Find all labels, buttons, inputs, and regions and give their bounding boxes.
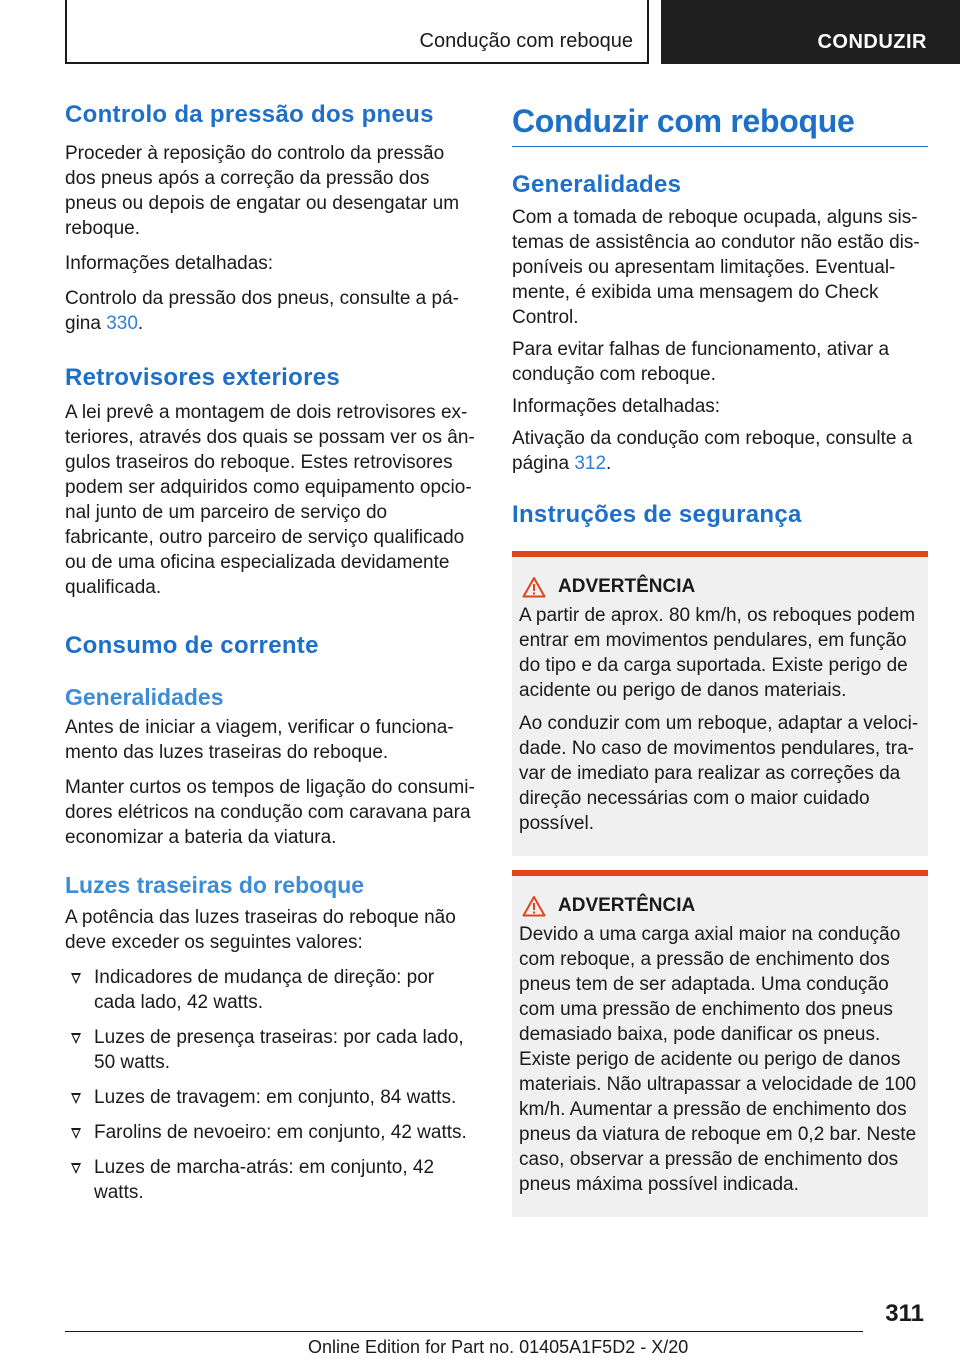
general-paragraph-1: Com a tomada de reboque ocupada, alguns sistemas de assistência ao condutor não estão disponíveis ou apresentam limitações. Eventualmente, é exibida uma mensagem do Check Control. [512,207,920,328]
warning-title-1 [519,575,920,599]
header-chapter-box [661,0,960,64]
list-item-text: Luzes de presença traseiras: por cada lado, 50 watts. [94,1027,464,1073]
bullet-triangle-icon [71,1033,81,1044]
general-details-label: Informações detalhadas: [512,396,721,417]
tpms-details-label: Informações detalhadas: [65,253,274,274]
mirrors-heading: Retrovisores exteriores [65,364,341,391]
bullet-triangle-icon [71,1163,81,1174]
chapter-heading: Conduzir com reboque [512,100,928,147]
list-item [65,1120,480,1145]
tail-lights-list [65,965,480,1205]
tpms-reference [65,286,480,336]
warning-label-2: ADVERTÊNCIA [558,895,696,916]
warning-triangle-icon [522,895,546,917]
bullet-triangle-icon [71,1128,81,1139]
tpms-heading: Controlo da pressão dos pneus [65,101,434,128]
warning-2-paragraph: Devido a uma carga axial maior na condução com reboque, a pressão de enchimento dos pneus tem de ser adaptada. Uma condução com uma pressão de enchimento dos pneus demasiado baixa, pode danificar os pneus. Existe perigo de acidente ou perigo de danos materiais. Não ultrapassar a velocidade de 100 km/h. Aumentar a pressão de enchimento dos pneus da viatura de reboque em 0,2 bar. Neste caso, observar a pressão de enchimento dos pneus máxima possível indicada. [519,924,917,1195]
tpms-paragraph: Proceder à reposição do controlo da pressão dos pneus após a correção da pressão dos pneus ou depois de engatar ou desengatar um reboque. [65,143,460,239]
list-item-text: Luzes de travagem: em conjunto, 84 watts. [94,1087,457,1108]
power-general-subheading: Generalidades [65,684,224,710]
power-paragraph-1: Antes de iniciar a viagem, verificar o funcionamento das luzes traseiras do reboque. [65,717,454,763]
warning-triangle-icon [522,576,546,598]
tpms-page-link[interactable]: 330 [106,313,138,334]
warning-title-2 [519,894,920,918]
page-number: 311 [885,1300,924,1327]
tpms-reference-end: . [137,313,144,334]
general-paragraph-2: Para evitar falhas de funcionamento, ativar a condução com reboque. [512,339,890,385]
list-item [65,965,480,1015]
list-item [65,1155,480,1205]
bullet-triangle-icon [71,973,81,984]
left-column [65,100,480,1205]
header-section-box [65,0,649,64]
general-page-link[interactable]: 312 [574,453,607,474]
general-reference-text: Ativação da condução com reboque, consulte a página [512,428,913,474]
list-item-text: Indicadores de mudança de direção: por cada lado, 42 watts. [94,967,435,1013]
header-section-title: Condução com reboque [419,30,633,52]
power-paragraph-2: Manter curtos os tempos de ligação do consumidores elétricos na condução com caravana para economizar a bateria da viatura. [65,777,475,848]
tpms-reference-text: Controlo da pressão dos pneus, consulte a página [65,288,459,334]
list-item [65,1085,480,1110]
footer-divider [65,1331,863,1332]
tail-lights-subheading: Luzes traseiras do reboque [65,872,365,898]
list-item [65,1025,480,1075]
footer-edition: Online Edition for Part no. 01405A1F5D2 - X/20 [308,1337,689,1357]
mirrors-paragraph: A lei prevê a montagem de dois retrovisores exteriores, através dos quais se possam ver os ângulos traseiros do reboque. Estes retrovisores podem ser adquiridos como equipamento opcional junto de um parceiro de serviço do fabricante, outro parceiro de serviço qualificado ou de uma oficina especializada devidamente qualificada. [65,402,475,598]
warning-box-2 [512,870,928,1217]
general-reference-end: . [606,453,612,474]
general-heading: Generalidades [512,171,682,198]
bullet-triangle-icon [71,1093,81,1104]
safety-heading: Instruções de segurança [512,501,802,528]
list-item-text: Luzes de marcha-atrás: em conjunto, 42 watts. [94,1157,435,1203]
warning-1-paragraph-2: Ao conduzir com um reboque, adaptar a velocidade. No caso de movimentos pendulares, travar de imediato para realizar as correções da direção necessárias com o maior cuidado possível. [519,713,919,834]
tail-lights-paragraph: A potência das luzes traseiras do reboque não deve exceder os seguintes valores: [65,907,456,953]
general-reference [512,426,928,476]
header-chapter-title: CONDUZIR [817,31,927,53]
warning-1-paragraph-1: A partir de aprox. 80 km/h, os reboques podem entrar em movimentos pendulares, em função do tipo e da carga suportada. Existe perigo de acidente ou perigo de danos materiais. [519,605,916,701]
warning-box-1 [512,551,928,856]
list-item-text: Farolins de nevoeiro: em conjunto, 42 watts. [94,1122,467,1143]
warning-label-1: ADVERTÊNCIA [558,576,696,597]
power-heading: Consumo de corrente [65,632,319,659]
right-column [512,100,928,1217]
